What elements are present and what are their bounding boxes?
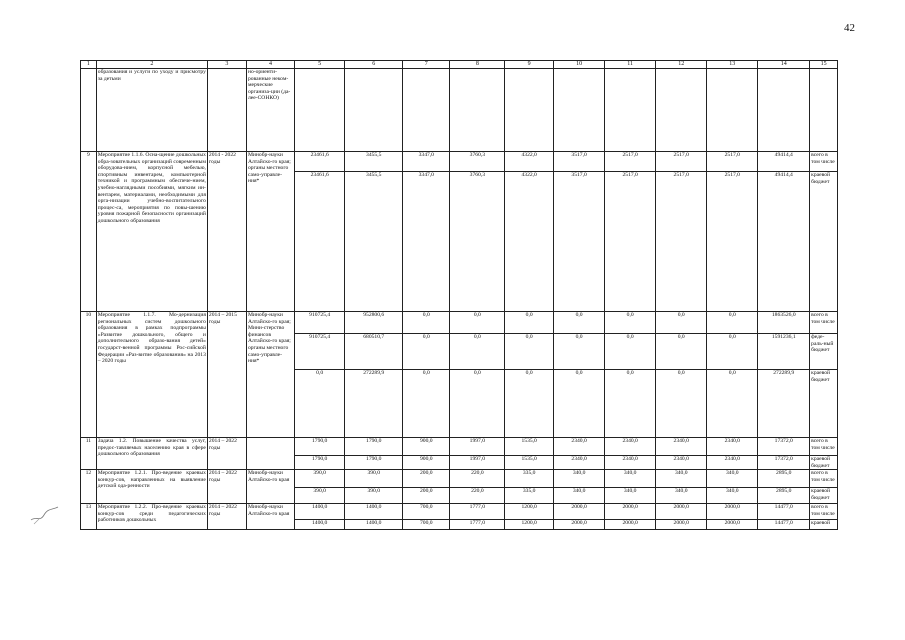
value-cell: 272289,9 [758,370,810,438]
value-cell: 2517,0 [707,152,758,172]
value-cell: 0,0 [605,312,656,334]
value-cell: 0,0 [707,312,758,334]
column-number: 3 [207,61,246,69]
column-number: 7 [403,61,450,69]
value-cell: 49414,4 [758,152,810,172]
period-cell: 2014 – 2022 годы [207,504,246,530]
row-number: 11 [81,438,97,470]
value-cell: 2340,0 [707,438,758,456]
value-cell: 2340,0 [707,456,758,470]
value-cell: 0,0 [450,334,505,370]
funding-source: феде-раль-ный бюджет [810,334,838,370]
value-cell: 0,0 [605,370,656,438]
value-cell: 220,0 [450,470,505,488]
row-number: 12 [81,470,97,504]
value-cell: 2000,0 [554,520,605,530]
value-cell: 2517,0 [605,152,656,172]
value-cell: 2340,0 [554,456,605,470]
value-cell: 2340,0 [605,456,656,470]
funding-source: всего в том числе [810,152,838,172]
value-cell: 0,0 [656,370,707,438]
period-cell: 2014 – 2015 годы [207,312,246,438]
value-cell: 0,0 [403,312,450,334]
value-cell: 0,0 [403,334,450,370]
value-cell: 2000,0 [605,520,656,530]
value-cell: 3455,5 [345,172,403,312]
value-cell: 335,0 [505,470,554,488]
value-cell: 2895,0 [758,470,810,488]
column-number: 8 [450,61,505,69]
value-cell: 390,0 [295,488,345,504]
measure-description: Мероприятие 1.1.6. Осна-щение дошкольных обра-зовательных организаций современным оборудова-нием, корпусной мебелью, спортивным инвентарем, компьютерной техникой и программным обеспече-нием, учебно-наглядными пособиями, мягким ин-вентарем, материалами, необходимыми для орга-низации учебно-воспитательного процес-са, мероприятия по повы-шению уровня пожарной безопасности организаций дошкольного образования [96,152,207,312]
value-cell: 3517,0 [554,172,605,312]
column-number-row [81,61,838,69]
value-cell: 272289,9 [345,370,403,438]
table-row [81,504,838,520]
value-cell: 2517,0 [656,172,707,312]
executor-cell [246,438,294,470]
value-cell: 2340,0 [656,456,707,470]
value-cell: 3347,0 [403,152,450,172]
value-cell: 340,0 [554,488,605,504]
funding-source: всего в том числе [810,470,838,488]
value-cell: 340,0 [605,470,656,488]
value-cell: 2340,0 [554,438,605,456]
value-cell: 2517,0 [707,172,758,312]
column-number: 6 [345,61,403,69]
value-cell: 0,0 [505,334,554,370]
value-cell: 0,0 [450,370,505,438]
column-number: 1 [81,61,97,69]
value-cell: 14477,0 [758,504,810,520]
value-cell: 49414,4 [758,172,810,312]
value-cell: 1790,0 [345,438,403,456]
column-number: 9 [505,61,554,69]
column-number: 14 [758,61,810,69]
value-cell: 2340,0 [656,438,707,456]
value-cell: 3455,5 [345,152,403,172]
value-cell: 0,0 [505,312,554,334]
value-cell: 2895,0 [758,488,810,504]
value-cell: 1997,0 [450,438,505,456]
funding-source: краевой бюджет [810,370,838,438]
row-number: 9 [81,152,97,312]
funding-source: краевой бюджет [810,172,838,312]
period-cell: 2014 – 2022 годы [207,438,246,470]
value-cell: 2000,0 [605,504,656,520]
value-cell: 1777,0 [450,520,505,530]
value-cell: 910725,4 [295,334,345,370]
value-cell: 910725,4 [295,312,345,334]
executor-cell: Минобр-науки Алтайско-го края [246,504,294,530]
value-cell: 900,0 [403,438,450,456]
value-cell: 0,0 [295,370,345,438]
value-cell: 700,0 [403,504,450,520]
column-number: 10 [554,61,605,69]
value-cell: 4322,0 [505,152,554,172]
continuation-row [81,69,838,152]
value-cell: 0,0 [656,312,707,334]
value-cell: 1200,0 [505,520,554,530]
funding-source: краевой бюджет [810,488,838,504]
value-cell: 340,0 [605,488,656,504]
value-cell: 17372,0 [758,456,810,470]
value-cell: 200,0 [403,488,450,504]
page-number: 42 [844,22,855,34]
funding-source: всего в том числе [810,504,838,520]
value-cell: 2340,0 [605,438,656,456]
value-cell: 390,0 [345,470,403,488]
value-cell: 952800,6 [345,312,403,334]
value-cell: 2000,0 [554,504,605,520]
value-cell: 0,0 [505,370,554,438]
table-row [81,438,838,456]
table-row [81,152,838,172]
value-cell: 1535,0 [505,456,554,470]
value-cell: 2000,0 [707,520,758,530]
value-cell: 340,0 [707,488,758,504]
value-cell: 0,0 [656,334,707,370]
value-cell: 2000,0 [656,520,707,530]
value-cell: 1400,0 [295,504,345,520]
value-cell: 2000,0 [656,504,707,520]
value-cell: 1863526,0 [758,312,810,334]
value-cell: 1790,0 [295,438,345,456]
column-number: 12 [656,61,707,69]
column-number: 5 [295,61,345,69]
period-cell [207,69,246,152]
table-row [81,470,838,488]
value-cell: 3347,0 [403,172,450,312]
column-number: 15 [810,61,838,69]
executor-cell: но-ориенти-рованные неком-мерческие организа-ции (да-лее-СОНКО) [246,69,294,152]
measure-description: Мероприятие 1.2.2. Про-ведение краевых конкур-сов среди педагогических работников дошкольных [96,504,207,530]
row-number: 13 [81,504,97,530]
value-cell: 0,0 [605,334,656,370]
value-cell: 0,0 [554,312,605,334]
value-cell: 3760,3 [450,172,505,312]
value-cell: 3517,0 [554,152,605,172]
value-cell: 1535,0 [505,438,554,456]
period-cell: 2014 - 2022 годы [207,152,246,312]
value-cell: 1777,0 [450,504,505,520]
value-cell: 0,0 [707,370,758,438]
funding-source: краевой [810,520,838,530]
value-cell: 0,0 [554,370,605,438]
value-cell: 220,0 [450,488,505,504]
table-row [81,312,838,334]
value-cell: 0,0 [450,312,505,334]
value-cell: 700,0 [403,520,450,530]
period-cell: 2014 – 2022 годы [207,470,246,504]
value-cell: 0,0 [707,334,758,370]
value-cell: 1400,0 [345,520,403,530]
value-cell: 335,0 [505,488,554,504]
value-cell: 340,0 [656,470,707,488]
value-cell: 0,0 [554,334,605,370]
value-cell: 1400,0 [345,504,403,520]
measure-description: Мероприятие 1.2.1. Про-ведение краевых конкур-сов, направленных на выявление детской ода-ренности [96,470,207,504]
value-cell: 340,0 [707,470,758,488]
value-cell: 17372,0 [758,438,810,456]
column-number: 13 [707,61,758,69]
value-cell: 4322,0 [505,172,554,312]
value-cell: 2517,0 [656,152,707,172]
measure-description: Задача 1.2. Повышение качества услуг, предос-тавляемых населению края в сфере дошкольного образования [96,438,207,470]
value-cell: 340,0 [554,470,605,488]
value-cell: 1400,0 [295,520,345,530]
value-cell: 14477,0 [758,520,810,530]
value-cell: 2000,0 [707,504,758,520]
budget-table [80,60,838,530]
executor-cell: Минобр-науки Алтайско-го края [246,470,294,504]
value-cell: 390,0 [295,470,345,488]
row-number: 10 [81,312,97,438]
measure-description: образования и услуги по уходу и присмотру за детьми [96,69,207,152]
value-cell: 680510,7 [345,334,403,370]
value-cell: 23461,6 [295,152,345,172]
value-cell: 1997,0 [450,456,505,470]
value-cell: 200,0 [403,470,450,488]
value-cell: 1200,0 [505,504,554,520]
value-cell: 340,0 [656,488,707,504]
pen-mark-icon [28,504,62,526]
value-cell: 390,0 [345,488,403,504]
value-cell: 23461,6 [295,172,345,312]
column-number: 11 [605,61,656,69]
column-number: 4 [246,61,294,69]
value-cell: 1790,0 [295,456,345,470]
funding-source: всего в том числе [810,312,838,334]
executor-cell: Минобр-науки Алтайско-го края; органы местного само-управле-ния* [246,152,294,312]
row-number-cell [81,69,97,152]
column-number: 2 [96,61,207,69]
value-cell: 0,0 [403,370,450,438]
funding-source: краевой бюджет [810,456,838,470]
value-cell: 900,0 [403,456,450,470]
value-cell: 3760,3 [450,152,505,172]
executor-cell: Минобр-науки Алтайско-го края; Мини-стерство финансов Алтайско-го края; органы местного само-управле-ния* [246,312,294,438]
value-cell: 1591236,1 [758,334,810,370]
value-cell: 2517,0 [605,172,656,312]
value-cell: 1790,0 [345,456,403,470]
funding-source: всего в том числе [810,438,838,456]
measure-description: Мероприятие 1.1.7. Мо-дернизация региональных систем дошкольного образования в рамках подпрограммы «Развитие дошкольного, общего и дополнительного образо-вания детей» государст-венной программы Рос-сийской Федерации «Раз-витие образования» на 2013 – 2020 годы [96,312,207,438]
